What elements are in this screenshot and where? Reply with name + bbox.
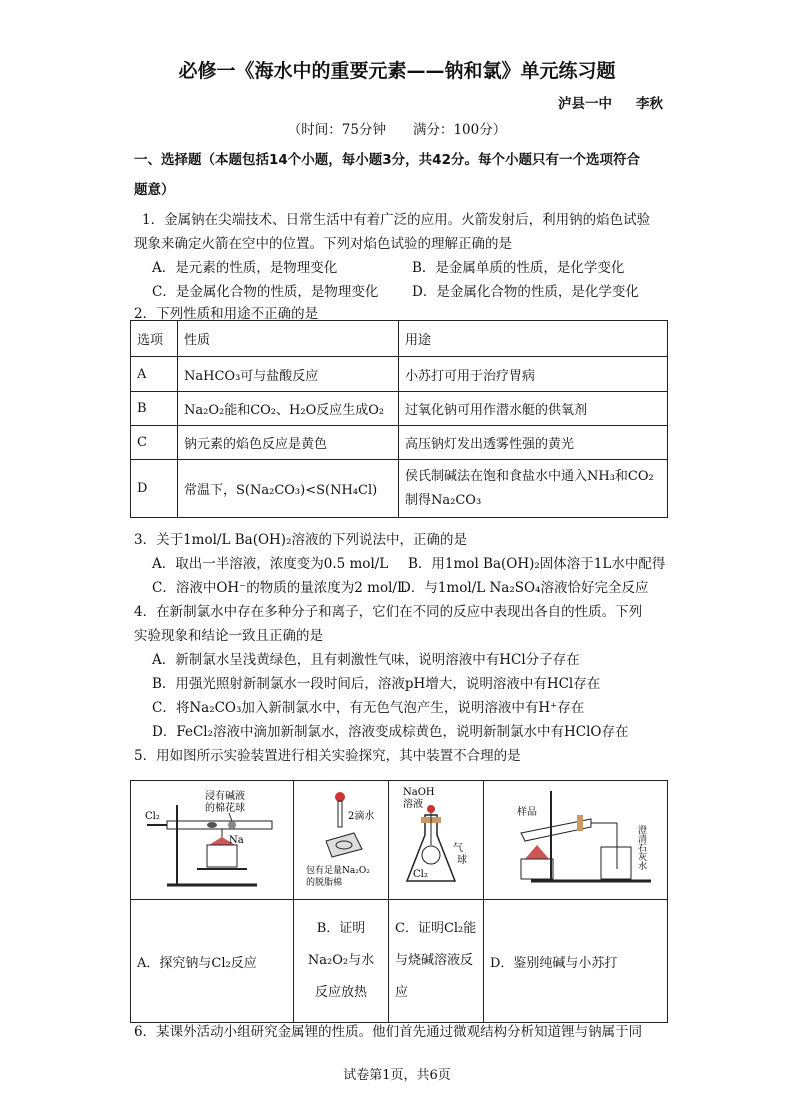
- apparatus-b-diagram: [296, 785, 386, 895]
- fig-label: Cl₂: [413, 869, 428, 880]
- table-header: 选项: [131, 321, 178, 357]
- q4-option-a: A．新制氯水呈浅黄绿色，且有刺激性气味，说明溶液中有HCl分子存在: [152, 652, 580, 668]
- q3-option-a: A．取出一半溶液，浓度变为0.5 mol/L: [152, 556, 389, 572]
- apparatus-a-diagram: [137, 785, 287, 895]
- q4-stem: 4．在新制氯水中存在多种分子和离子，它们在不同的反应中表现出各自的性质。下列: [134, 604, 643, 620]
- table-cell: B: [131, 392, 178, 426]
- q4-option-c: C．将Na₂CO₃加入新制氯水中，有无色气泡产生，说明溶液中有H⁺存在: [152, 700, 585, 716]
- q2-table: [130, 320, 668, 518]
- table-cell: 钠元素的焰色反应是黄色: [178, 426, 399, 460]
- option-cell-a: [131, 900, 294, 1023]
- table-cell: 常温下，S(Na₂CO₃)<S(NH₄Cl): [178, 460, 399, 518]
- page-title: 必修一《海水中的重要元素——钠和氯》单元练习题: [178, 60, 616, 82]
- fig-label: 的脱脂棉: [306, 878, 343, 888]
- author: [558, 92, 663, 112]
- q5-option-c: C．证明Cl₂能: [395, 921, 477, 936]
- table-cell: C: [131, 426, 178, 460]
- table-row: [131, 900, 668, 1023]
- q1-stem-cont: 现象来确定火箭在空中的位置。下列对焰色试验的理解正确的是: [134, 236, 512, 252]
- q5-option-b: B．证明: [316, 921, 366, 936]
- q5-stem: 5．用如图所示实验装置进行相关实验探究，其中装置不合理的是: [134, 748, 521, 764]
- table-cell: Na₂O₂能和CO₂、H₂O反应生成O₂: [178, 392, 399, 426]
- q1-stem: 1．金属钠在尖端技术、日常生活中有着广泛的应用。火箭发射后，利用钠的焰色试验: [142, 212, 651, 228]
- q3-option-c: C．溶液中OH⁻的物质的量浓度为2 mol/L: [152, 580, 406, 596]
- q1-option-c: C．是金属化合物的性质，是物理变化: [152, 284, 379, 300]
- table-header-row: [131, 321, 668, 357]
- fig-label: 2滴水: [348, 811, 375, 822]
- fig-label: 溶液: [403, 799, 423, 810]
- table-cell: 侯氏制碱法在饱和食盐水中通入NH₃和CO₂制得Na₂CO₃: [399, 460, 668, 518]
- table-cell: 高压钠灯发出透雾性强的黄光: [399, 426, 668, 460]
- page-footer: 试卷第1页，共6页: [343, 1068, 451, 1083]
- table-row: [131, 460, 668, 518]
- q2-stem: 2．下列性质和用途不正确的是: [134, 306, 319, 322]
- q6-stem: 6．某课外活动小组研究金属锂的性质。他们首先通过微观结构分析知道锂与钠属于同: [134, 1024, 643, 1040]
- q4-option-d: D．FeCl₂溶液中滴加新制氯水，溶液变成棕黄色，说明新制氯水中有HClO存在: [152, 724, 629, 740]
- section-heading-cont: 题意）: [134, 182, 175, 198]
- apparatus-d-diagram: [491, 785, 661, 895]
- fig-label: Na: [229, 835, 244, 846]
- q4-stem-cont: 实验现象和结论一致且正确的是: [134, 628, 323, 644]
- fig-label: 球: [457, 855, 467, 866]
- author-name: 李秋: [636, 96, 663, 112]
- fig-label: NaOH: [403, 787, 435, 798]
- q1-option-a: A．是元素的性质，是物理变化: [152, 260, 338, 276]
- section-heading: 一、选择题（本题包括14个小题，每小题3分，共42分。每个小题只有一个选项符合: [134, 152, 640, 168]
- q5-option-c-cont: 应: [395, 985, 409, 1000]
- table-row: [131, 357, 668, 392]
- table-cell: 过氧化钠可用作潜水艇的供氧剂: [399, 392, 668, 426]
- table-cell: A: [131, 357, 178, 392]
- q5-table: [130, 780, 668, 1023]
- option-cell-c: [389, 900, 484, 1023]
- q1-option-d: D．是金属化合物的性质，是化学变化: [412, 284, 639, 300]
- fig-label: 包有足量Na₂O₂: [306, 866, 370, 876]
- q5-option-c-cont: 与烧碱溶液反: [395, 953, 474, 968]
- q5-option-d: D．鉴别纯碱与小苏打: [490, 955, 618, 971]
- fig-label: 气: [453, 843, 463, 854]
- exam-info: （时间：75分钟 满分：100分）: [287, 122, 507, 138]
- option-cell-b: [294, 900, 389, 1023]
- figure-d: [484, 781, 668, 900]
- table-row: [131, 781, 668, 900]
- table-row: [131, 392, 668, 426]
- fig-label: Cl₂: [145, 811, 160, 822]
- table-row: [131, 426, 668, 460]
- q5-option-b-cont: 反应放热: [314, 985, 367, 1000]
- q5-option-b-cont: Na₂O₂与水: [307, 953, 375, 968]
- table-cell: D: [131, 460, 178, 518]
- option-cell-d: [484, 900, 668, 1023]
- apparatus-c-diagram: [391, 785, 481, 895]
- table-cell: NaHCO₃可与盐酸反应: [178, 357, 399, 392]
- q1-option-b: B．是金属单质的性质，是化学变化: [412, 260, 625, 276]
- table-header: 用途: [399, 321, 668, 357]
- fig-label: 浸有碱液: [205, 791, 245, 802]
- q3-stem: 3．关于1mol/L Ba(OH)₂溶液的下列说法中，正确的是: [134, 532, 467, 548]
- q3-option-b: B．用1mol Ba(OH)₂固体溶于1L水中配得: [408, 556, 666, 572]
- figure-c: [389, 781, 484, 900]
- fig-label: 样品: [516, 807, 537, 818]
- fig-label: 的棉花球: [205, 803, 245, 814]
- table-header: 性质: [178, 321, 399, 357]
- q4-option-b: B．用强光照射新制氯水一段时间后，溶液pH增大，说明溶液中有HCl存在: [152, 676, 601, 692]
- figure-a: [131, 781, 294, 900]
- author-school: 泸县一中: [558, 96, 612, 112]
- fig-label: 澄清石灰水: [635, 825, 646, 870]
- q5-option-a: A．探究钠与Cl₂反应: [137, 955, 257, 971]
- q3-option-d: D．与1mol/L Na₂SO₄溶液恰好完全反应: [400, 580, 649, 596]
- figure-b: [294, 781, 389, 900]
- table-cell: 小苏打可用于治疗胃病: [399, 357, 668, 392]
